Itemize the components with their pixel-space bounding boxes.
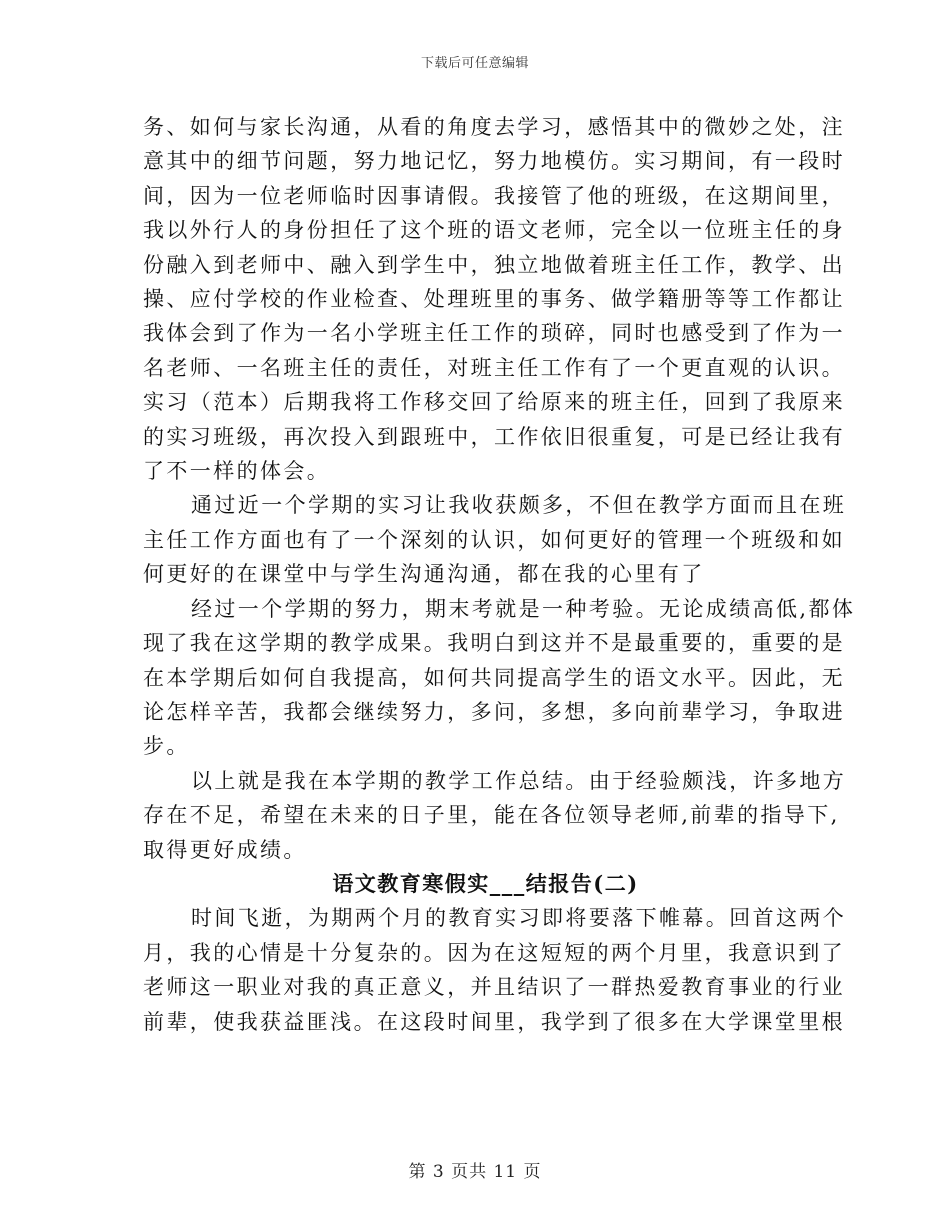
text-line: 现了我在这学期的教学成果。我明白到这并不是最重要的，重要的是 <box>143 631 845 656</box>
text-line: 时间飞逝，为期两个月的教育实习即将要落下帷幕。回首这两个 <box>191 906 847 931</box>
text-line: 间，因为一位老师临时因事请假。我接管了他的班级，在这期间里， <box>143 183 845 208</box>
text-line: 经过一个学期的努力，期末考就是一种考验。无论成绩高低,都体 <box>191 596 856 621</box>
text-line: 取得更好成绩。 <box>143 837 307 862</box>
page-header: 下载后可任意编辑 <box>420 56 529 71</box>
text-line: 存在不足，希望在未来的日子里，能在各位领导老师,前辈的指导下, <box>143 803 840 828</box>
document-body <box>143 110 856 1039</box>
paragraph-3 <box>143 592 856 764</box>
text-line: 我体会到了作为一名小学班主任工作的琐碎，同时也感受到了作为一 <box>143 321 845 346</box>
text-line: 务、如何与家长沟通，从看的角度去学习，感悟其中的微妙之处，注 <box>143 115 845 139</box>
section-heading: 语文教育寒假实___结报告(二) <box>332 870 639 896</box>
text-line: 主任工作方面也有了一个深刻的认识，如何更好的管理一个班级和如 <box>143 527 845 552</box>
text-line: 步。 <box>143 734 190 759</box>
text-line: 份融入到老师中、融入到学生中，独立地做着班主任工作，教学、出 <box>143 252 845 277</box>
text-line: 以上就是我在本学期的教学工作总结。由于经验颇浅，许多地方 <box>191 768 847 793</box>
text-line: 名老师、一名班主任的责任，对班主任工作有了一个更直观的认识。 <box>143 355 845 380</box>
paragraph-2 <box>143 488 847 591</box>
paragraph-1 <box>143 110 845 488</box>
text-line: 的实习班级，再次投入到跟班中，工作依旧很重复，可是已经让我有 <box>143 424 845 449</box>
text-line: 何更好的在课堂中与学生沟通沟通，都在我的心里有了 <box>143 562 705 587</box>
paragraph-5 <box>143 901 847 1039</box>
text-line: 通过近一个学期的实习让我收获颇多，不但在教学方面而且在班 <box>191 493 847 518</box>
page-number-footer: 第 3 页共 11 页 <box>408 1162 542 1182</box>
text-line: 在本学期后如何自我提高，如何共同提高学生的语文水平。因此，无 <box>143 665 845 690</box>
text-line: 实习（范本）后期我将工作移交回了给原来的班主任，回到了我原来 <box>143 390 845 415</box>
text-line: 意其中的细节问题，努力地记忆，努力地模仿。实习期间，有一段时 <box>143 149 845 174</box>
text-line: 老师这一职业对我的真正意义，并且结识了一群热爱教育事业的行业 <box>143 975 845 1000</box>
text-line: 了不一样的体会。 <box>143 459 331 484</box>
text-line: 论怎样辛苦，我都会继续努力，多问，多想，多向前辈学习，争取进 <box>143 699 845 724</box>
text-line: 操、应付学校的作业检查、处理班里的事务、做学籍册等等工作都让 <box>143 287 845 312</box>
text-line: 月，我的心情是十分复杂的。因为在这短短的两个月里，我意识到了 <box>143 940 845 965</box>
text-line: 前辈，使我获益匪浅。在这段时间里，我学到了很多在大学课堂里根 <box>143 1009 845 1034</box>
text-line: 我以外行人的身份担任了这个班的语文老师，完全以一位班主任的身 <box>143 218 845 243</box>
paragraph-4 <box>143 764 847 867</box>
